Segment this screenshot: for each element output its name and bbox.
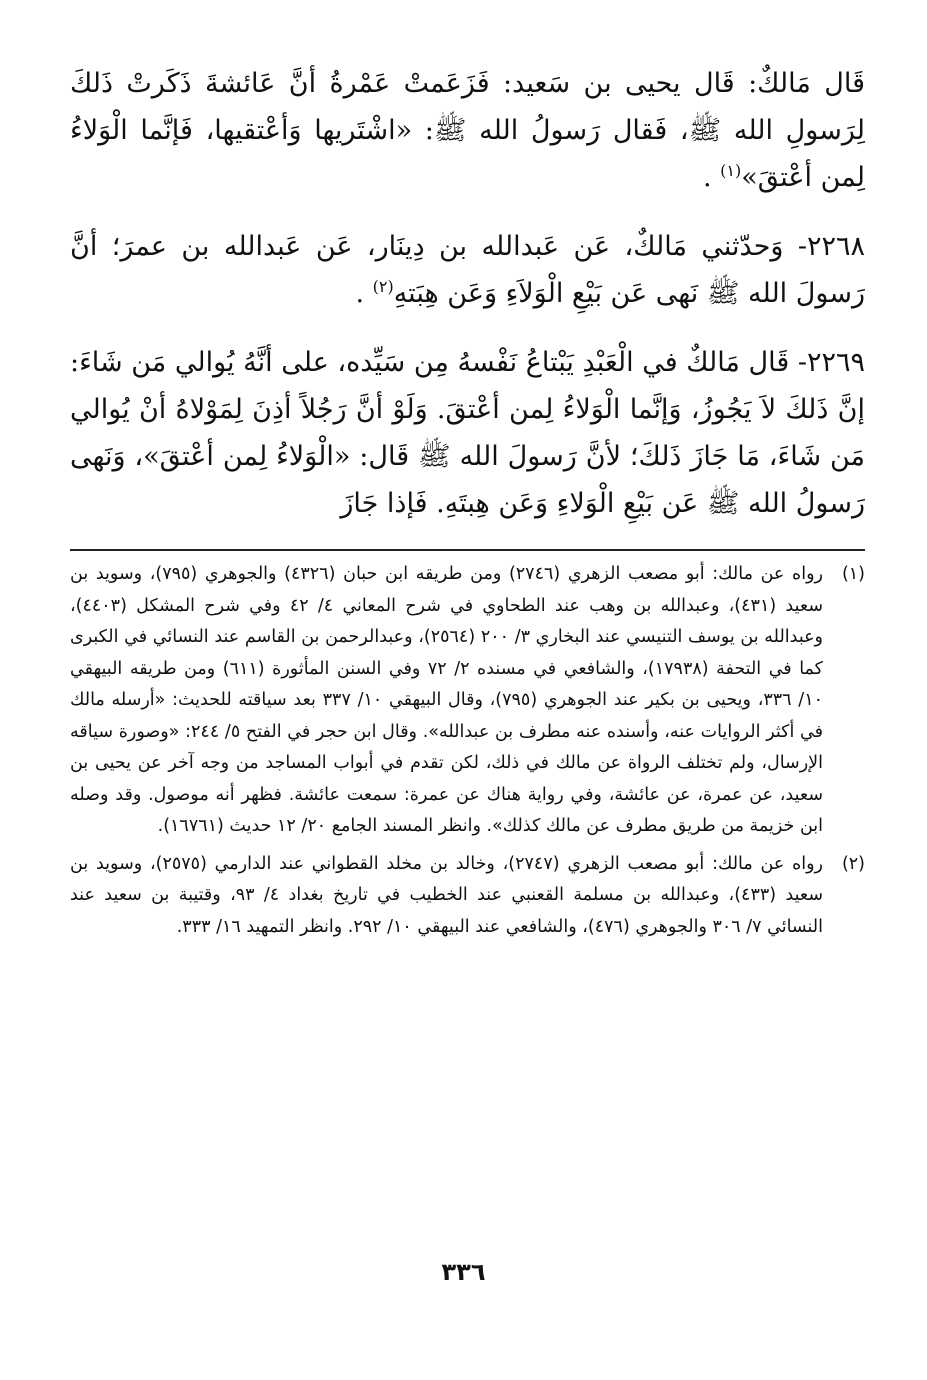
paragraph-text: ٢٢٦٩- قَال مَالكٌ في الْعَبْدِ يَبْتاعُ نَفْسهُ مِن سَيِّده، على أنَّهُ يُوالي مَن شَاءَ: إنَّ ذَلكَ لاَ يَجُوزُ، وَإنَّما الْوَلاءُ لِمن أعْتقَ. وَلَوْ أنَّ رَجُلاً أذِنَ لِمَوْلاهُ أنْ يُوالي مَن شَاءَ، مَا جَازَ ذَلكَ؛ لأنَّ رَسولَ الله ﷺ قَال: «الْوَلاءُ لِمن أعْتقَ»، وَنَهى رَسولُ الله ﷺ عَن بَيْعِ الْوَلاءِ وَعَن هِبتَهِ. فَإذا جَازَ [70,347,865,519]
footnote-number: (٢) [841,853,865,874]
footnote-divider [70,549,865,551]
main-paragraph-1 [70,60,865,201]
footnote-2 [70,849,865,944]
footnote-reference: (٢) [372,277,394,296]
paragraph-tail: . [702,162,721,193]
page-number: ٣٣٦ [441,1258,486,1286]
footnote-1 [70,559,865,843]
footnote-text: رواه عن مالك: أبو مصعب الزهري (٢٧٤٧)، وخالد بن مخلد القطواني عند الدارمي (٢٥٧٥)، وسويد بن سعيد (٤٣٣)، وعبدالله بن مسلمة القعنبي عند الخطيب في تاريخ بغداد ٤/ ٩٣، وقتيبة بن سعيد عند النسائي ٧/ ٣٠٦ والجوهري (٤٧٦)، والشافعي عند البيهقي ١٠/ ٢٩٢. وانظر التمهيد ١٦/ ٣٣٣. [70,853,824,937]
book-page [70,60,865,949]
footnote-reference: (١) [720,161,742,180]
footnote-number: (١) [841,564,865,584]
footnote-text: رواه عن مالك: أبو مصعب الزهري (٢٧٤٦) ومن طريقه ابن حبان (٤٣٢٦) والجوهري (٧٩٥)، وسويد بن سعيد (٤٣١)، وعبدالله بن وهب عند الطحاوي في شرح المعاني ٤/ ٤٢ وفي شرح المشكل (٤٤٠٣)، وعبدالله بن يوسف التنيسي عند البخاري ٣/ ٢٠٠ (٢٥٦٤)، وعبدالرحمن بن القاسم عند النسائي في الكبرى كما في التحفة (١٧٩٣٨)، والشافعي في مسنده ٢/ ٧٢ وفي السنن المأثورة (٦١١) ومن طريقه البيهقي ١٠/ ٣٣٦، ويحيى بن بكير عند الجوهري (٧٩٥)، وقال البيهقي ١٠/ ٣٣٧ بعد سياقته للحديث: «أرسله مالك في أكثر الروايات عنه، وأسنده عنه مطرف بن عبدالله». وقال ابن حجر في الفتح ٥/ ٢٤٤: «وصورة سياقه الإرسال، ولم تختلف الرواة عن مالك في ذلك، لكن تقدم في أبواب المساجد من وجه آخر عن يحيى بن سعيد، عن عمرة، عن عائشة، وفي رواية هناك عن عمرة: سمعت عائشة. فظهر أنه موصول. وقد وصله ابن خزيمة من طريق مطرف عن مالك كذلك». وانظر المسند الجامع ٢٠/ ١٢ حديث (١٦٧٦١). [70,564,824,836]
paragraph-text: قَال مَالكٌ: قَال يحيى بن سَعيد: فَزَعَمتْ عَمْرةُ أنَّ عَائشةَ ذَكَرتْ ذَلكَ لِرَسولِ الله ﷺ، فَقال رَسولُ الله ﷺ: «اشْتَريها وَأعْتقيها، فَإنَّما الْوَلاءُ لِمن أعْتقَ» [70,68,865,193]
paragraph-tail: . [355,278,373,309]
main-paragraph-2269 [70,339,865,527]
paragraph-text: ٢٢٦٨- وَحدّثني مَالكٌ، عَن عَبدالله بن دِينَار، عَن عَبدالله بن عمرَ؛ أنَّ رَسولَ الله ﷺ نَهى عَن بَيْعِ الْوَلاَءِ وَعَن هِبَتهِ [70,231,865,309]
footnotes-section [70,559,865,943]
main-paragraph-2268 [70,223,865,317]
